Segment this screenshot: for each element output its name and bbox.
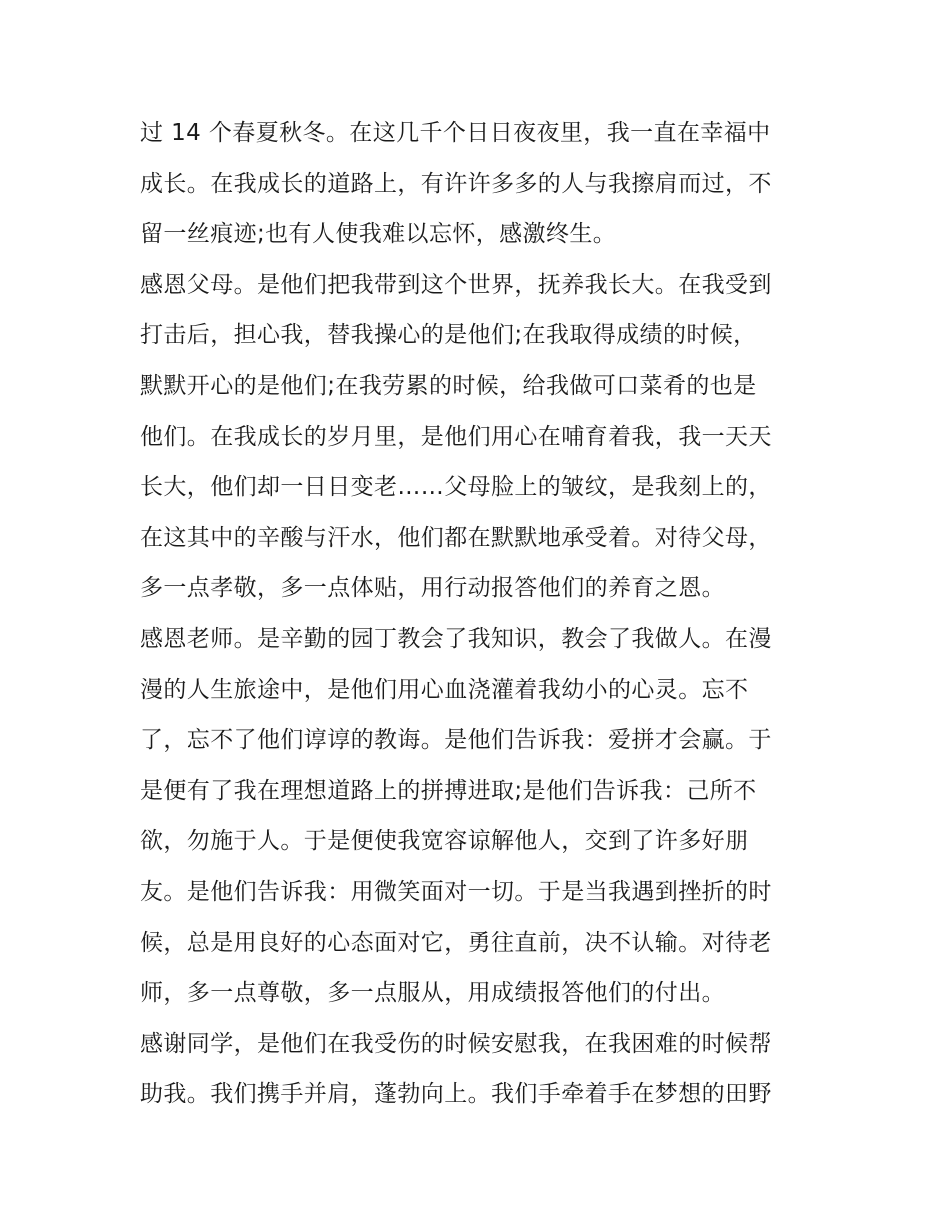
body-text [140, 108, 830, 1120]
text-line: 成长。在我成长的道路上，有许许多多的人与我擦肩而过，不 [140, 170, 772, 197]
text-line: 留一丝痕迹;也有人使我难以忘怀，感激终生。 [140, 221, 617, 248]
text-line: 了，忘不了他们谆谆的教诲。是他们告诉我：爱拼才会赢。于 [140, 727, 772, 754]
text-line: 默默开心的是他们;在我劳累的时候，给我做可口菜肴的也是 [140, 372, 757, 399]
text-line: 过 14 个春夏秋冬。在这几千个日日夜夜里，我一直在幸福中 [140, 120, 771, 146]
text-line: 欲，勿施于人。于是便使我宽容谅解他人，交到了许多好朋 [140, 828, 749, 855]
text-line: 师，多一点尊敬，多一点服从，用成绩报答他们的付出。 [140, 980, 725, 1007]
text-line: 长大，他们却一日日变老……父母脸上的皱纹，是我刻上的， [140, 474, 772, 501]
text-line: 是便有了我在理想道路上的拼搏进取;是他们告诉我：己所不 [140, 777, 757, 804]
text-line: 感恩父母。是他们把我带到这个世界，抚养我长大。在我受到 [140, 271, 772, 298]
text-line: 他们。在我成长的岁月里，是他们用心在哺育着我，我一天天 [140, 423, 772, 450]
text-line: 助我。我们携手并肩，蓬勃向上。我们手牵着手在梦想的田野 [140, 1081, 772, 1108]
text-line: 候，总是用良好的心态面对它，勇往直前，决不认输。对待老 [140, 929, 772, 956]
text-line: 多一点孝敬，多一点体贴，用行动报答他们的养育之恩。 [140, 575, 725, 602]
text-line: 打击后，担心我，替我操心的是他们;在我取得成绩的时候， [140, 322, 757, 349]
text-line: 友。是他们告诉我：用微笑面对一切。于是当我遇到挫折的时 [140, 878, 772, 905]
text-line: 漫的人生旅途中，是他们用心血浇灌着我幼小的心灵。忘不 [140, 676, 749, 703]
text-line: 感谢同学，是他们在我受伤的时候安慰我，在我困难的时候帮 [140, 1030, 772, 1057]
text-line: 感恩老师。是辛勤的园丁教会了我知识，教会了我做人。在漫 [140, 625, 772, 652]
text-line: 在这其中的辛酸与汗水，他们都在默默地承受着。对待父母， [140, 524, 772, 551]
